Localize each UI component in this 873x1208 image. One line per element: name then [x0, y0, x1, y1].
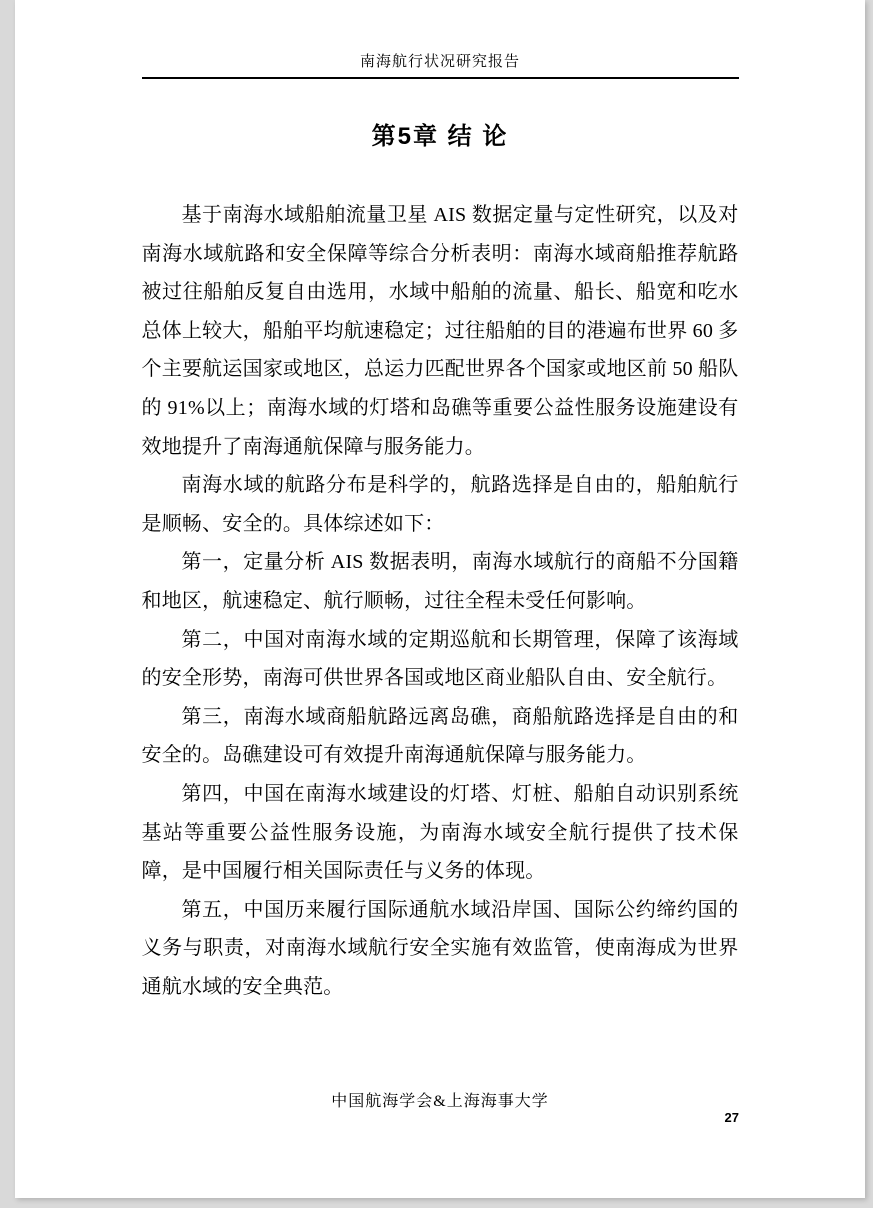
chapter-title: 第5章 结 论: [371, 123, 509, 150]
body-paragraph: 第五，中国历来履行国际通航水域沿岸国、国际公约缔约国的义务与职责，对南海水域航行安全实施有效监管，使南海成为世界通航水域的安全典范。: [141, 898, 739, 998]
body-paragraph: 第四，中国在南海水域建设的灯塔、灯桩、船舶自动识别系统基站等重要公益性服务设施，为南海水域安全航行提供了技术保障，是中国履行相关国际责任与义务的体现。: [141, 782, 739, 883]
body-paragraph: 第三，南海水域商船航路远离岛礁，商船航路选择是自由的和安全的。岛礁建设可有效提升南海通航保障与服务能力。: [141, 705, 739, 767]
running-header: 南海航行状况研究报告: [142, 52, 739, 79]
body-paragraph: 基于南海水域船舶流量卫星 AIS 数据定量与定性研究，以及对南海水域航路和安全保障等综合分析表明：南海水域商船推荐航路被过往船舶反复自由选用，水域中船舶的流量、船长、船宽和吃水总体上较大，船舶平均航速稳定；过往船舶的目的港遍布世界 60 多个主要航运国家或地区，总运力匹配世界各个国家或地区前 50 船队的 91%以上；南海水域的灯塔和岛礁等重要公益性服务设施建设有效地提升了南海通航保障与服务能力。: [141, 204, 739, 458]
page-content: [142, 52, 739, 1006]
body-paragraph: 第二，中国对南海水域的定期巡航和长期管理，保障了该海域的安全形势，南海可供世界各国或地区商业船队自由、安全航行。: [141, 628, 739, 690]
page-number: 27: [724, 1110, 739, 1125]
body-paragraph: 南海水域的航路分布是科学的，航路选择是自由的，船舶航行是顺畅、安全的。具体综述如下：: [141, 474, 739, 535]
body-text: [142, 196, 739, 1006]
footer-organization: 中国航海学会&上海海事大学: [331, 1093, 549, 1110]
document-page: [15, 0, 865, 1198]
body-paragraph: 第一，定量分析 AIS 数据表明，南海水域航行的商船不分国籍和地区，航速稳定、航行顺畅，过往全程未受任何影响。: [141, 551, 739, 612]
